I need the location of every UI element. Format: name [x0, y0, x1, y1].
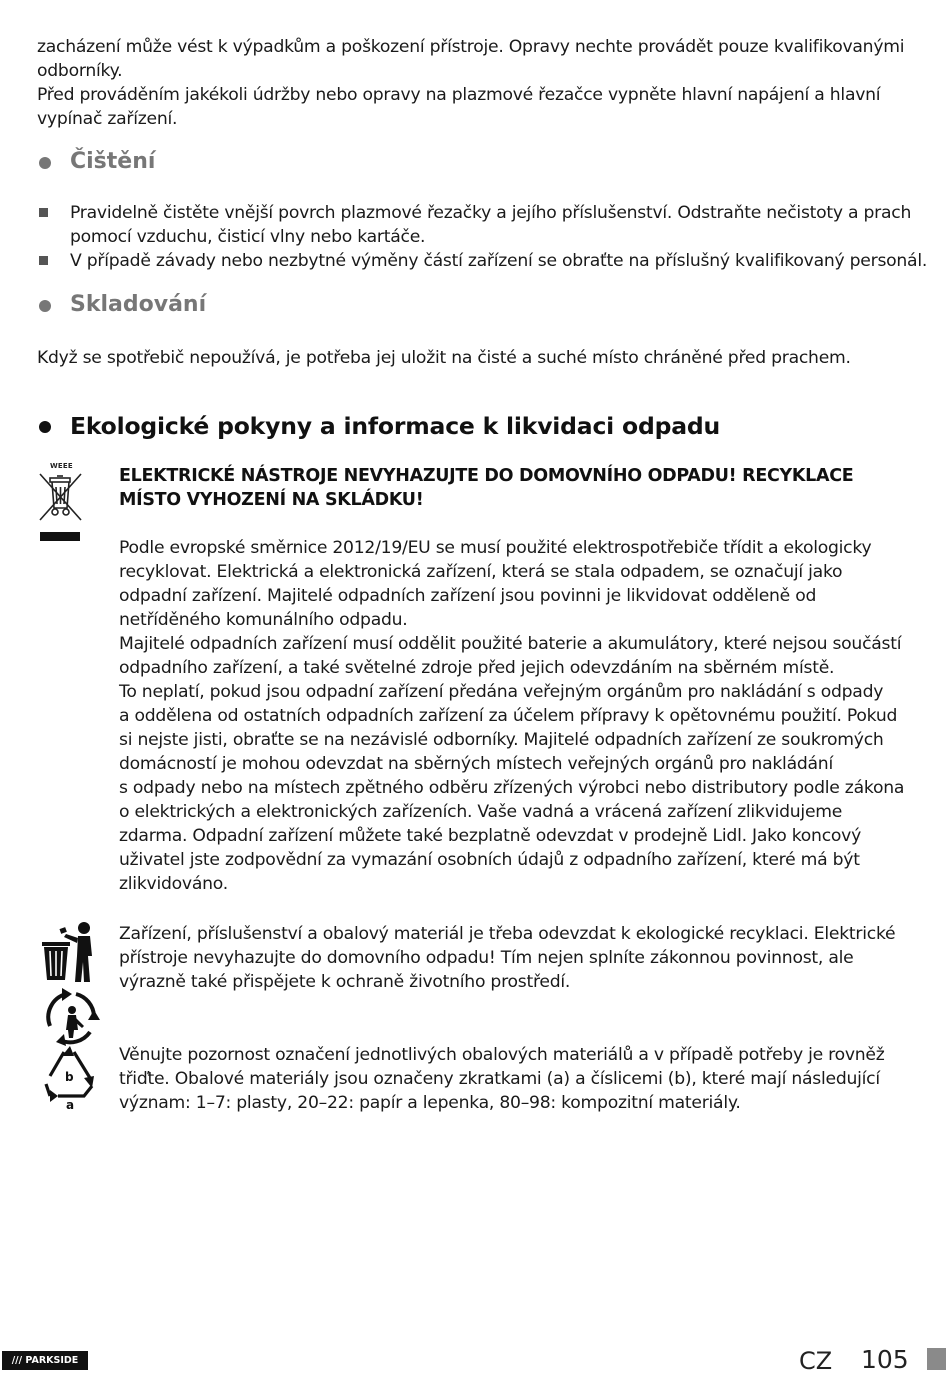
- text-line: Pravidelně čistěte vnější povrch plazmové řezačky a jejího příslušenství. Odstraňte nečistoty a prach: [70, 203, 912, 223]
- weee-directive-paragraph: [119, 536, 929, 896]
- page-edge-marker: [927, 1348, 946, 1370]
- intro-paragraph: [37, 35, 917, 131]
- section-heading-cleaning: Čištění: [70, 149, 156, 174]
- text-line: odpadní zařízení. Majitelé odpadních zařízení jsou povinni je likvidovat odděleně od: [119, 586, 817, 606]
- recycling-paragraph: [119, 922, 929, 994]
- text-line: Před prováděním jakékoli údržby nebo opravy na plazmové řezačce vypněte hlavní napájení a hlavní: [37, 85, 881, 105]
- tidyman-disposal-icon: [40, 920, 96, 986]
- section-heading-storage: Skladování: [70, 292, 207, 317]
- square-bullet-icon: [39, 256, 48, 265]
- heading-bullet-icon: [39, 300, 51, 312]
- text-line: Podle evropské směrnice 2012/19/EU se musí použité elektrospotřebiče třídit a ekologicky: [119, 538, 872, 558]
- text-line: zlikvidováno.: [119, 874, 228, 894]
- text-line: odborníky.: [37, 61, 123, 81]
- text-line: Věnujte pozornost označení jednotlivých obalových materiálů a v případě potřeby je rovněž: [119, 1045, 885, 1065]
- list-item: [70, 201, 930, 249]
- parkside-logo: /// PARKSIDE: [2, 1351, 88, 1370]
- text-line: zacházení může vést k výpadkům a poškození přístroje. Opravy nechte provádět pouze kvalifikovanými: [37, 37, 905, 57]
- weee-crossed-bin-icon: [36, 462, 86, 546]
- text-line: přístroje nevyhazujte do domovního odpadu! Tím nejen splníte zákonnou povinnost, ale: [119, 948, 854, 968]
- text-line: ELEKTRICKÉ NÁSTROJE NEVYHAZUJTE DO DOMOVNÍHO ODPADU! RECYKLACE: [119, 466, 854, 486]
- text-line: s odpady nebo na místech zpětného odběru zřízených výrobci nebo distributory podle zákona: [119, 778, 905, 798]
- recycle-code-a: a: [66, 1098, 75, 1112]
- text-line: Když se spotřebič nepoužívá, je potřeba jej uložit na čisté a suché místo chráněné před prachem.: [37, 348, 851, 368]
- text-line: význam: 1–7: plasty, 20–22: papír a lepenka, 80–98: kompozitní materiály.: [119, 1093, 741, 1113]
- packaging-paragraph: [119, 1043, 929, 1115]
- list-item: [70, 249, 930, 273]
- square-bullet-icon: [39, 208, 48, 217]
- language-code: CZ: [799, 1347, 833, 1375]
- text-line: výrazně také přispějete k ochraně životního prostředí.: [119, 972, 571, 992]
- text-line: uživatel jste zodpovědní za vymazání osobních údajů z odpadního zařízení, které má být: [119, 850, 860, 870]
- text-line: si nejste jisti, obraťte se na nezávislé odborníky. Majitelé odpadních zařízení ze soukromých: [119, 730, 884, 750]
- text-line: vypínač zařízení.: [37, 109, 178, 129]
- page-number: 105: [861, 1345, 909, 1374]
- text-line: zdarma. Odpadní zařízení můžete také bezplatně odevzdat v prodejně Lidl. Jako koncový: [119, 826, 861, 846]
- heading-bullet-icon: [39, 421, 51, 433]
- text-line: domácností je mohou odevzdat na sběrných místech veřejných orgánů pro nakládání: [119, 754, 833, 774]
- text-line: To neplatí, pokud jsou odpadní zařízení předána veřejným orgánům pro nakládání s odpady: [119, 682, 884, 702]
- recycle-triangle-icon: [40, 1046, 102, 1116]
- text-line: odpadního zařízení, a také světelné zdroje před jejich odevzdáním na sběrném místě.: [119, 658, 835, 678]
- text-line: Majitelé odpadních zařízení musí oddělit použité baterie a akumulátory, které nejsou součástí: [119, 634, 902, 654]
- text-line: V případě závady nebo nezbytné výměny částí zařízení se obraťte na příslušný kvalifikovaný personál.: [70, 251, 928, 271]
- text-line: pomocí vzduchu, čisticí vlny nebo kartáče.: [70, 227, 426, 247]
- text-line: a oddělena od ostatních odpadních zařízení za účelem přípravy k opětovnému použití. Pokud: [119, 706, 898, 726]
- section-heading-eco: Ekologické pokyny a informace k likvidaci odpadu: [70, 412, 721, 440]
- recycle-code-b: b: [65, 1070, 74, 1084]
- text-line: Zařízení, příslušenství a obalový materiál je třeba odevzdat k ekologické recyklaci. Elektrické: [119, 924, 896, 944]
- weee-warning: [119, 464, 919, 512]
- weee-label: WEEE: [50, 462, 73, 470]
- text-line: třiďte. Obalové materiály jsou označeny zkratkami (a) a číslicemi (b), které mají následující: [119, 1069, 880, 1089]
- storage-paragraph: [37, 346, 917, 370]
- heading-bullet-icon: [39, 157, 51, 169]
- recycle-circle-icon: [40, 988, 102, 1046]
- text-line: MÍSTO VYHOZENÍ NA SKLÁDKU!: [119, 490, 424, 510]
- text-line: recyklovat. Elektrická a elektronická zařízení, která se stala odpadem, se označují jako: [119, 562, 843, 582]
- text-line: o elektrických a elektronických zařízeních. Vaše vadná a vrácená zařízení zlikvidujeme: [119, 802, 843, 822]
- text-line: netříděného komunálního odpadu.: [119, 610, 408, 630]
